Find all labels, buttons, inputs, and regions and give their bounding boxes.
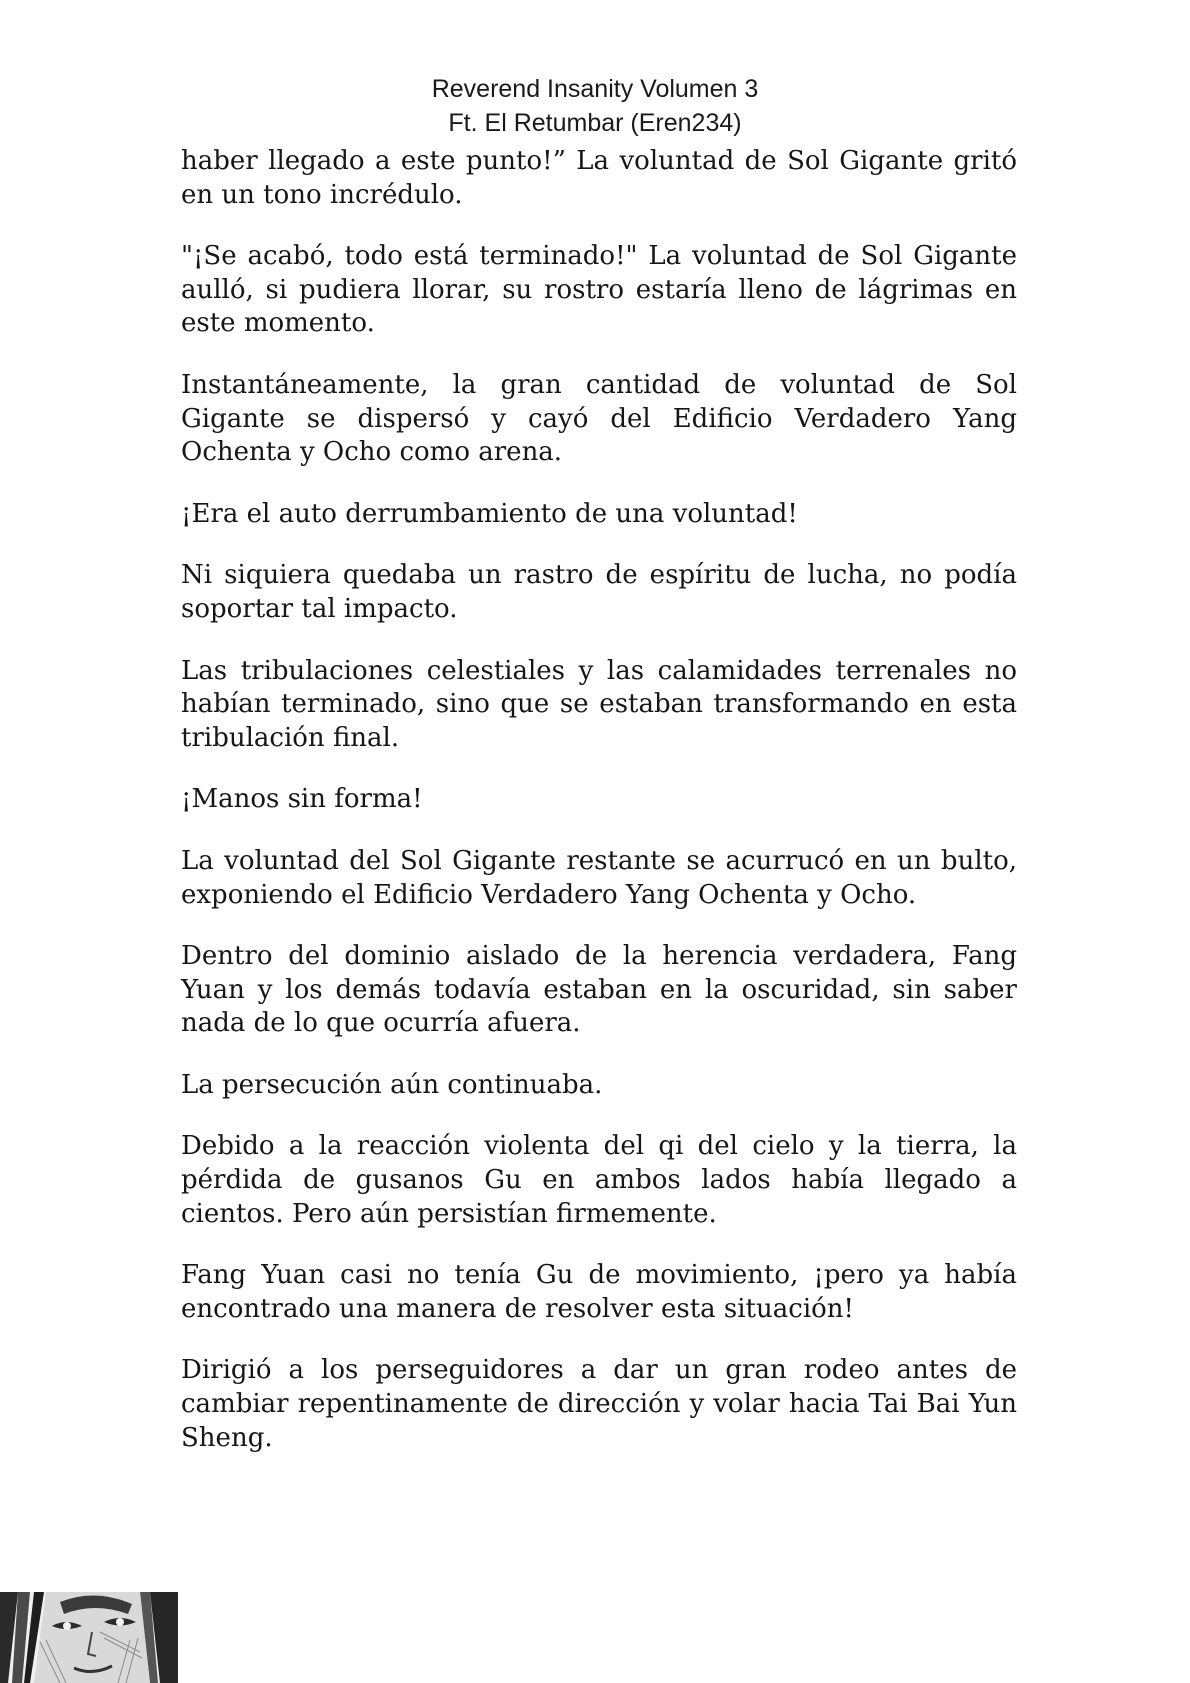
paragraph: Fang Yuan casi no tenía Gu de movimiento, ¡pero ya había encontrado una manera de resolver esta situación! [181, 1260, 1017, 1324]
paragraph: ¡Manos sin forma! [181, 784, 423, 815]
paragraph: La voluntad del Sol Gigante restante se acurrucó en un bulto, exponiendo el Edificio Verdadero Yang Ochenta y Ocho. [181, 845, 1017, 910]
body-text [181, 145, 1017, 1483]
page-header [0, 72, 1190, 140]
paragraph: La persecución aún continuaba. [181, 1069, 603, 1100]
paragraph: "¡Se acabó, todo está terminado!" La voluntad de Sol Gigante aulló, si pudiera llorar, su rostro estaría lleno de lágrimas en este momento. [181, 241, 1017, 339]
paragraph: Debido a la reacción violenta del qi del cielo y la tierra, la pérdida de gusanos Gu en ambos lados había llegado a cientos. Pero aún persistían firmemente. [181, 1131, 1017, 1229]
paragraph: haber llegado a este punto!” La voluntad de Sol Gigante gritó en un tono incrédulo. [181, 146, 1017, 210]
paragraph: Dirigió a los perseguidores a dar un gran rodeo antes de cambiar repentinamente de dirección y volar hacia Tai Bai Yun Sheng. [181, 1355, 1017, 1453]
paragraph: Instantáneamente, la gran cantidad de voluntad de Sol Gigante se dispersó y cayó del Edificio Verdadero Yang Ochenta y Ocho como arena. [181, 369, 1017, 468]
paragraph: Dentro del dominio aislado de la herencia verdadera, Fang Yuan y los demás todavía estaban en la oscuridad, sin saber nada de lo que ocurría afuera. [181, 941, 1017, 1039]
paragraph: Ni siquiera quedaba un rastro de espíritu de lucha, no podía soportar tal impacto. [181, 560, 1017, 624]
manga-face-illustration-icon [0, 1592, 178, 1683]
paragraph: ¡Era el auto derrumbamiento de una voluntad! [181, 498, 798, 529]
header-subtitle: Ft. El Retumbar (Eren234) [448, 109, 742, 137]
paragraph: Las tribulaciones celestiales y las calamidades terrenales no habían terminado, sino que se estaban transformando en esta tribulación final. [181, 655, 1017, 753]
header-title: Reverend Insanity Volumen 3 [431, 75, 759, 103]
